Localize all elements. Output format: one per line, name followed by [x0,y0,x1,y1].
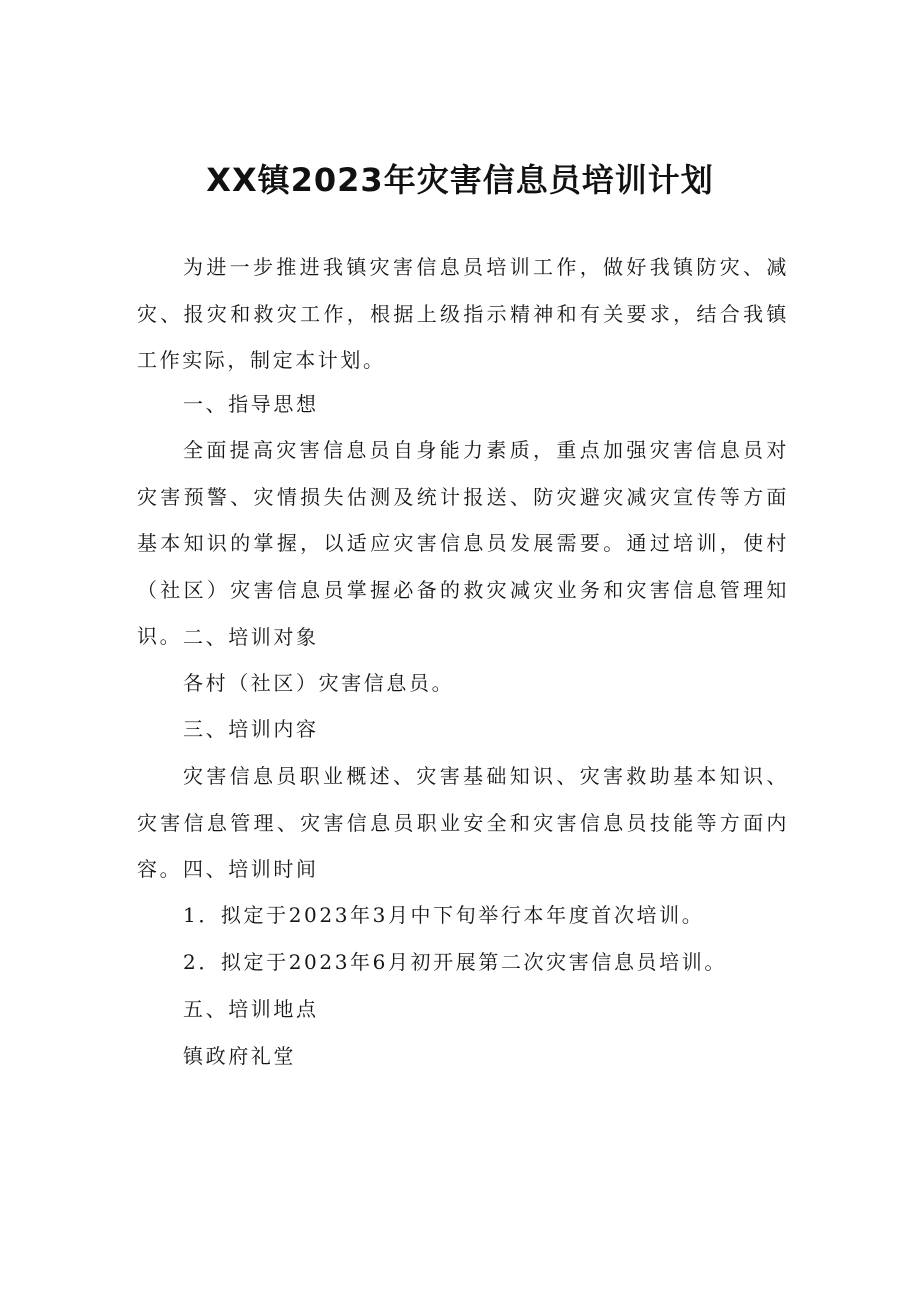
training-time-item-2: 2．拟定于2023年6月初开展第二次灾害信息员培训。 [183,950,727,974]
training-content-paragraph: 灾害信息员职业概述、灾害基础知识、灾害救助基本知识、灾害信息管理、灾害信息员职业安全和灾害信息员技能等方面内容。 [137,764,789,881]
intro-paragraph: 为进一步推进我镇灾害信息员培训工作，做好我镇防灾、减灾、报灾和救灾工作，根据上级指示精神和有关要求，结合我镇工作实际，制定本计划。 [137,255,789,372]
guiding-ideology-paragraph: 全面提高灾害信息员自身能力素质，重点加强灾害信息员对灾害预警、灾情损失估测及统计报送、防灾避灾减灾宣传等方面基本知识的掌握，以适应灾害信息员发展需要。通过培训，使村（社区）灾害信息员掌握必备的救灾减灾业务和灾害信息管理知识。 [137,438,789,648]
document-title: XX镇2023年灾害信息员培训计划 [206,161,714,199]
section-heading-guiding-ideology: 一、指导思想 [183,392,319,416]
section-heading-training-time: 四、培训时间 [183,857,319,881]
section-heading-training-content: 三、培训内容 [183,717,319,741]
training-location-paragraph: 镇政府礼堂 [183,1044,296,1068]
training-target-paragraph: 各村（社区）灾害信息员。 [183,671,455,695]
section-heading-training-location: 五、培训地点 [183,997,319,1021]
section-heading-training-target: 二、培训对象 [183,625,319,649]
training-time-item-1: 1．拟定于2023年3月中下旬举行本年度首次培训。 [183,903,705,927]
